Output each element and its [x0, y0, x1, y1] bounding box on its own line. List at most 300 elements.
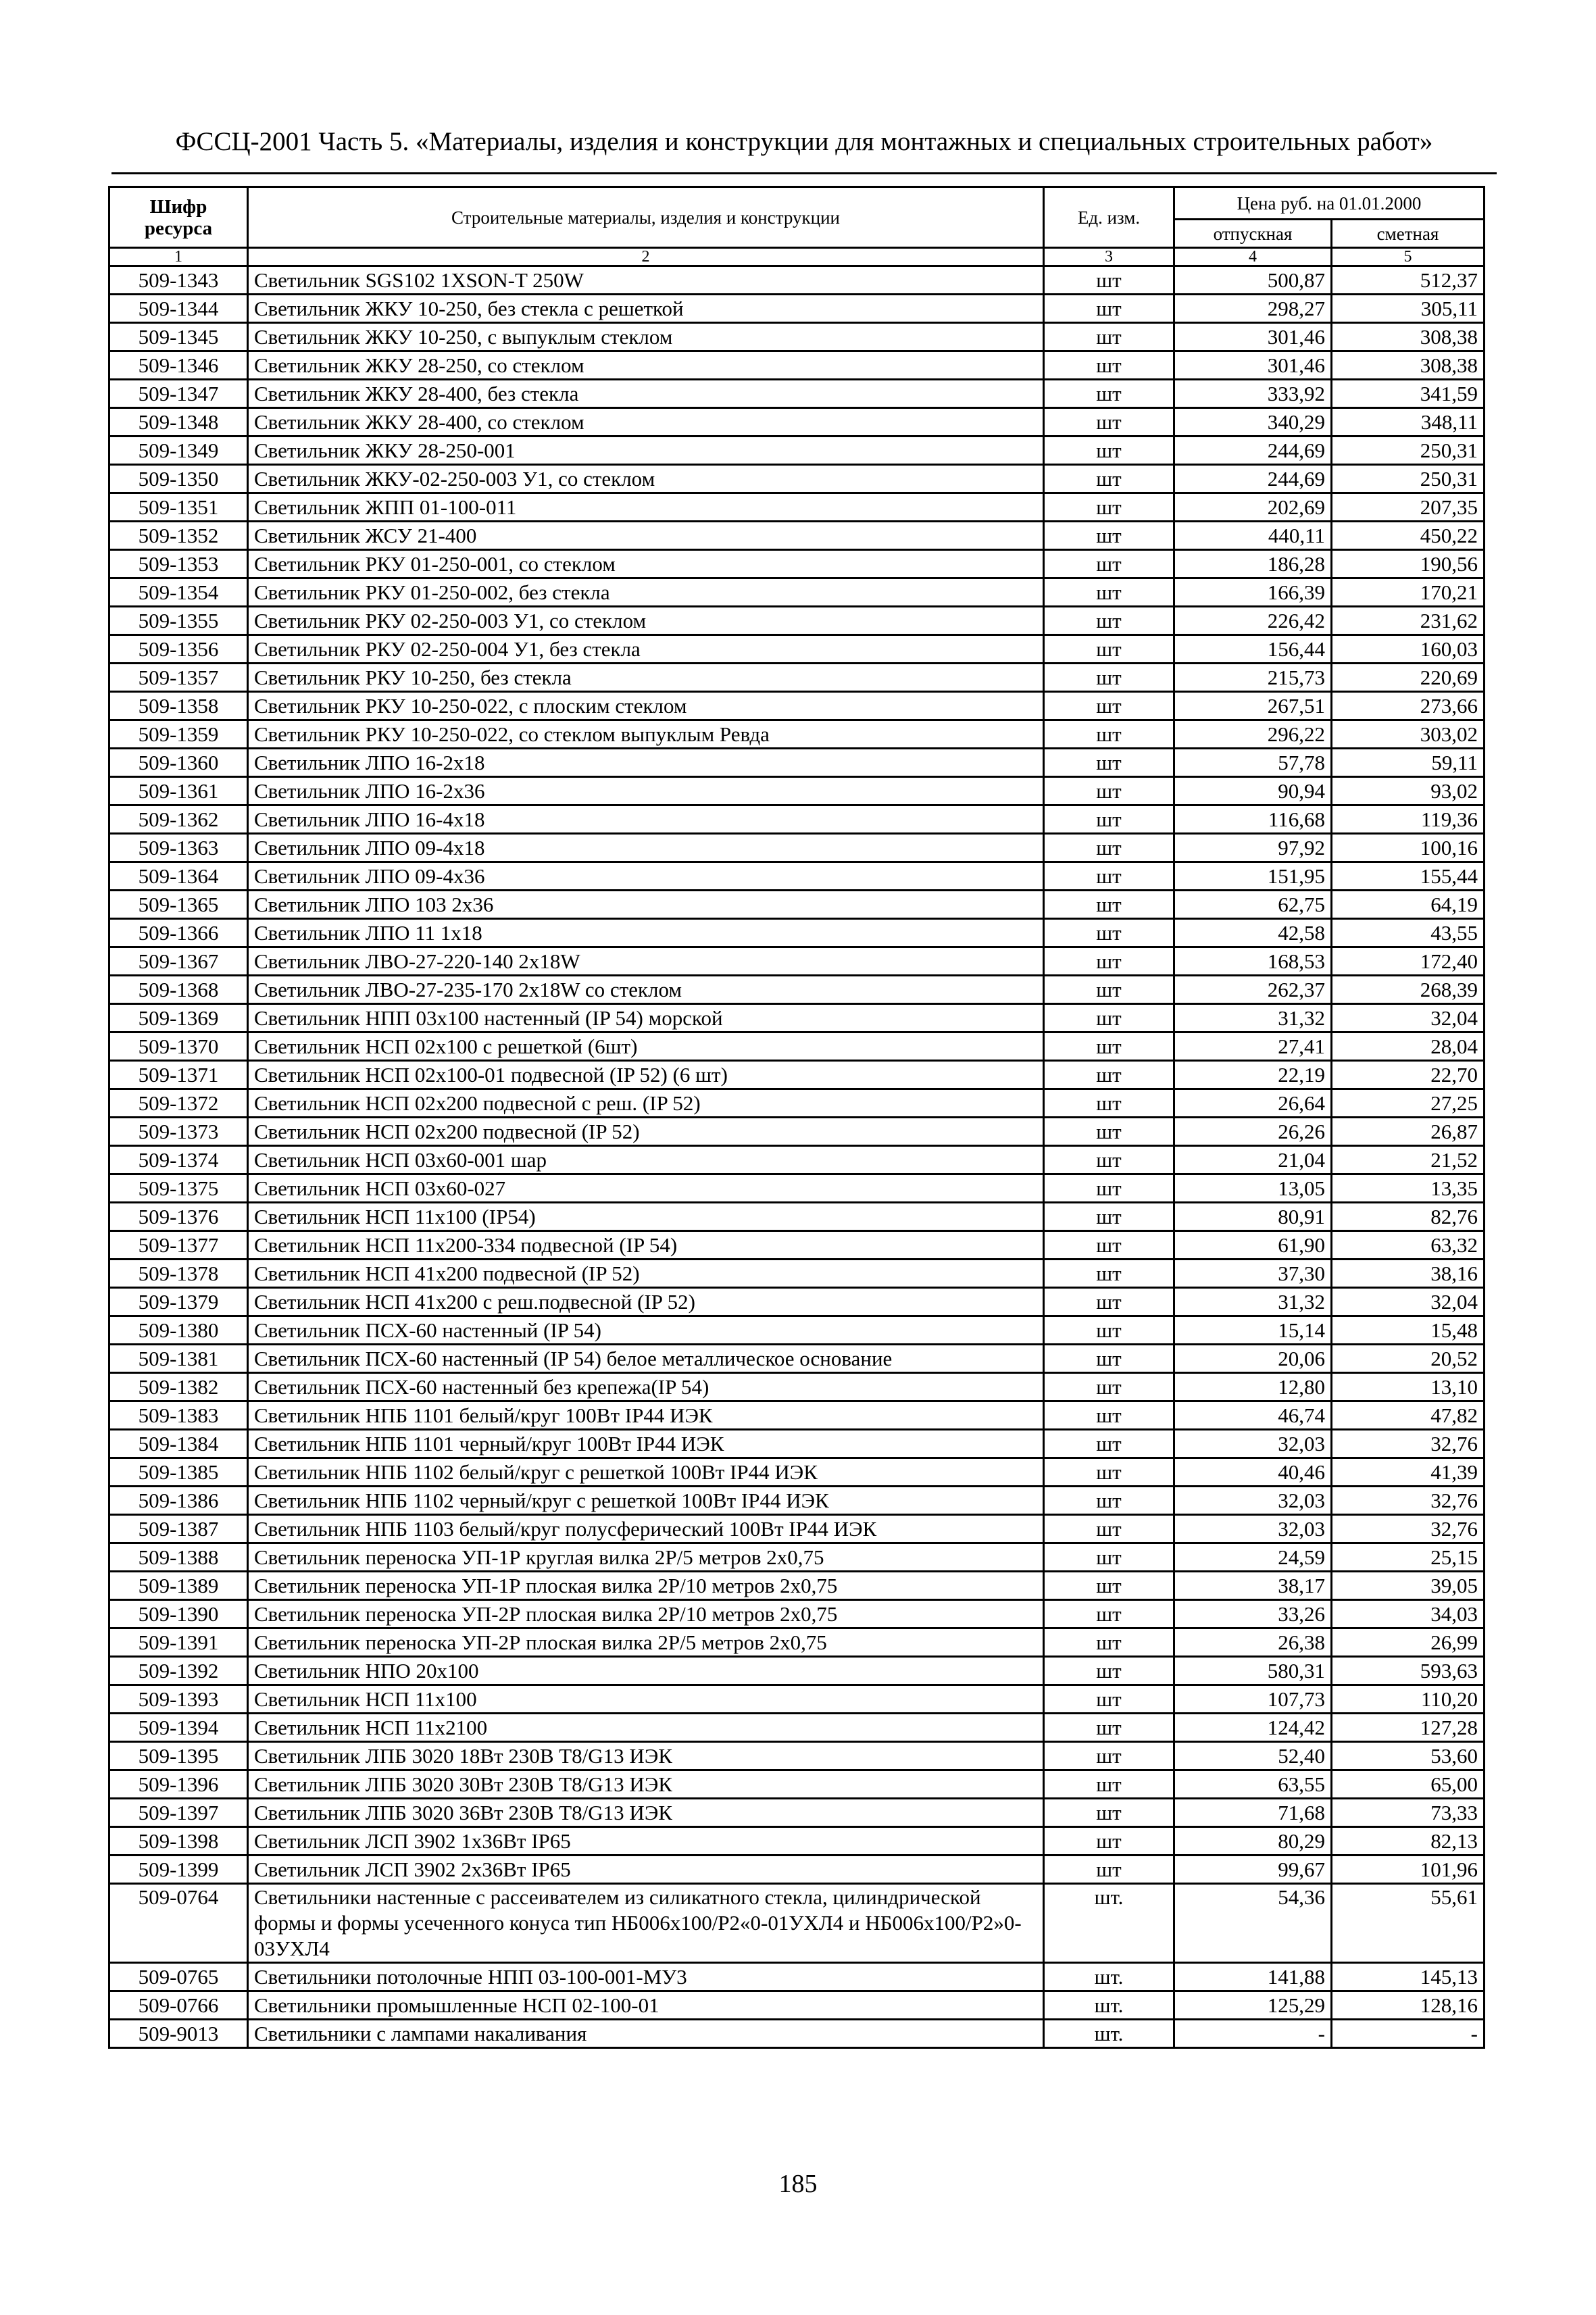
- release-price-cell: 267,51: [1174, 692, 1332, 720]
- estimate-price-cell: 63,32: [1332, 1231, 1485, 1260]
- release-price-cell: 54,36: [1174, 1884, 1332, 1963]
- column-number: 5: [1332, 248, 1485, 266]
- release-price-cell: 226,42: [1174, 607, 1332, 635]
- unit-cell: шт: [1044, 1770, 1174, 1799]
- table-row: [109, 1373, 1485, 1401]
- resource-code-cell: 509-1369: [109, 1004, 248, 1032]
- price-table: [108, 186, 1485, 2049]
- material-name-cell: Светильники промышленные НСП 02-100-01: [248, 1991, 1044, 2020]
- estimate-price-cell: 22,70: [1332, 1061, 1485, 1089]
- unit-cell: шт: [1044, 891, 1174, 919]
- release-price-cell: 32,03: [1174, 1487, 1332, 1515]
- unit-cell: шт: [1044, 607, 1174, 635]
- unit-cell: шт: [1044, 947, 1174, 976]
- table-row: [109, 295, 1485, 323]
- estimate-price-cell: 155,44: [1332, 862, 1485, 891]
- unit-cell: шт: [1044, 1316, 1174, 1345]
- table-row: [109, 919, 1485, 947]
- release-price-cell: 500,87: [1174, 266, 1332, 295]
- resource-code-cell: 509-1354: [109, 578, 248, 607]
- unit-cell: шт: [1044, 550, 1174, 578]
- unit-cell: шт: [1044, 522, 1174, 550]
- resource-code-cell: 509-1373: [109, 1118, 248, 1146]
- estimate-price-cell: 273,66: [1332, 692, 1485, 720]
- table-row: [109, 1458, 1485, 1487]
- table-row: [109, 493, 1485, 522]
- estimate-price-cell: 190,56: [1332, 550, 1485, 578]
- resource-code-cell: 509-1368: [109, 976, 248, 1004]
- estimate-price-cell: 220,69: [1332, 664, 1485, 692]
- unit-cell: шт: [1044, 408, 1174, 437]
- resource-code-cell: 509-1353: [109, 550, 248, 578]
- unit-cell: шт: [1044, 437, 1174, 465]
- release-price-cell: 296,22: [1174, 720, 1332, 749]
- unit-cell: шт.: [1044, 1963, 1174, 1991]
- unit-cell: шт: [1044, 834, 1174, 862]
- estimate-price-cell: 32,76: [1332, 1515, 1485, 1543]
- unit-cell: шт: [1044, 1799, 1174, 1827]
- estimate-price-cell: 32,04: [1332, 1288, 1485, 1316]
- resource-code-cell: 509-1343: [109, 266, 248, 295]
- material-name-cell: Светильник ЖКУ-02-250-003 У1, со стеклом: [248, 465, 1044, 493]
- estimate-price-cell: 172,40: [1332, 947, 1485, 976]
- resource-code-cell: 509-1395: [109, 1742, 248, 1770]
- release-price-cell: 21,04: [1174, 1146, 1332, 1174]
- estimate-price-cell: 28,04: [1332, 1032, 1485, 1061]
- resource-code-cell: 509-1367: [109, 947, 248, 976]
- table-row: [109, 1770, 1485, 1799]
- estimate-price-cell: 59,11: [1332, 749, 1485, 777]
- unit-cell: шт: [1044, 1089, 1174, 1118]
- estimate-price-cell: 308,38: [1332, 323, 1485, 351]
- unit-cell: шт: [1044, 1657, 1174, 1685]
- release-price-cell: 90,94: [1174, 777, 1332, 805]
- material-name-cell: Светильник НСП 41х200 с реш.подвесной (IP 52): [248, 1288, 1044, 1316]
- release-price-cell: 71,68: [1174, 1799, 1332, 1827]
- release-price-cell: 15,14: [1174, 1316, 1332, 1345]
- table-row: [109, 664, 1485, 692]
- table-row: [109, 635, 1485, 664]
- estimate-price-cell: 341,59: [1332, 380, 1485, 408]
- unit-cell: шт: [1044, 1288, 1174, 1316]
- resource-code-cell: 509-1356: [109, 635, 248, 664]
- resource-code-cell: 509-1379: [109, 1288, 248, 1316]
- release-price-cell: 99,67: [1174, 1856, 1332, 1884]
- release-price-cell: 262,37: [1174, 976, 1332, 1004]
- release-price-cell: 186,28: [1174, 550, 1332, 578]
- material-name-cell: Светильник SGS102 1XSON-T 250W: [248, 266, 1044, 295]
- page-title: ФССЦ-2001 Часть 5. «Материалы, изделия и конструкции для монтажных и специальных строительных работ»: [175, 127, 1433, 156]
- estimate-price-cell: 110,20: [1332, 1685, 1485, 1714]
- resource-code-cell: 509-0765: [109, 1963, 248, 1991]
- release-price-cell: 26,38: [1174, 1628, 1332, 1657]
- material-name-cell: Светильник ЛПО 09-4х36: [248, 862, 1044, 891]
- table-row: [109, 834, 1485, 862]
- resource-code-cell: 509-1360: [109, 749, 248, 777]
- table-row: [109, 1884, 1485, 1963]
- unit-cell: шт: [1044, 1260, 1174, 1288]
- estimate-price-cell: 25,15: [1332, 1543, 1485, 1572]
- release-price-cell: 57,78: [1174, 749, 1332, 777]
- release-price-cell: 151,95: [1174, 862, 1332, 891]
- estimate-price-cell: 73,33: [1332, 1799, 1485, 1827]
- table-row: [109, 1600, 1485, 1628]
- unit-cell: шт: [1044, 976, 1174, 1004]
- estimate-price-cell: 13,35: [1332, 1174, 1485, 1203]
- release-price-cell: 166,39: [1174, 578, 1332, 607]
- material-name-cell: Светильник НСП 03х60-027: [248, 1174, 1044, 1203]
- estimate-price-cell: 303,02: [1332, 720, 1485, 749]
- material-name-cell: Светильник ПСХ-60 настенный (IP 54): [248, 1316, 1044, 1345]
- resource-code-cell: 509-1355: [109, 607, 248, 635]
- material-name-cell: Светильник ЛПО 103 2х36: [248, 891, 1044, 919]
- release-price-cell: 168,53: [1174, 947, 1332, 976]
- table-row: [109, 947, 1485, 976]
- table-body: [109, 266, 1485, 2048]
- resource-code-cell: 509-1371: [109, 1061, 248, 1089]
- header-name: Строительные материалы, изделия и конструкции: [248, 187, 1044, 248]
- material-name-cell: Светильник НПБ 1101 белый/круг 100Вт IP44 ИЭК: [248, 1401, 1044, 1430]
- table-row: [109, 1657, 1485, 1685]
- material-name-cell: Светильник НСП 11х200-334 подвесной (IP 54): [248, 1231, 1044, 1260]
- release-price-cell: 97,92: [1174, 834, 1332, 862]
- unit-cell: шт: [1044, 1487, 1174, 1515]
- material-name-cell: Светильник НСП 02х200 подвесной с реш. (IP 52): [248, 1089, 1044, 1118]
- unit-cell: шт: [1044, 465, 1174, 493]
- resource-code-cell: 509-1363: [109, 834, 248, 862]
- table-row: [109, 805, 1485, 834]
- table-row: [109, 976, 1485, 1004]
- resource-code-cell: 509-1349: [109, 437, 248, 465]
- release-price-cell: 301,46: [1174, 323, 1332, 351]
- resource-code-cell: 509-1374: [109, 1146, 248, 1174]
- release-price-cell: 141,88: [1174, 1963, 1332, 1991]
- material-name-cell: Светильник переноска УП-1Р круглая вилка 2Р/5 метров 2х0,75: [248, 1543, 1044, 1572]
- resource-code-cell: 509-1357: [109, 664, 248, 692]
- estimate-price-cell: 39,05: [1332, 1572, 1485, 1600]
- material-name-cell: Светильник НСП 03х60-001 шар: [248, 1146, 1044, 1174]
- table-row: [109, 380, 1485, 408]
- unit-cell: шт: [1044, 1430, 1174, 1458]
- resource-code-cell: 509-1386: [109, 1487, 248, 1515]
- resource-code-cell: 509-1351: [109, 493, 248, 522]
- table-row: [109, 1799, 1485, 1827]
- release-price-cell: 63,55: [1174, 1770, 1332, 1799]
- material-name-cell: Светильник переноска УП-2Р плоская вилка 2Р/5 метров 2х0,75: [248, 1628, 1044, 1657]
- release-price-cell: 38,17: [1174, 1572, 1332, 1600]
- material-name-cell: Светильники настенные с рассеивателем из силикатного стекла, цилиндрической формы и формы усеченного конуса тип НБ006х100/Р2«0-01УХЛ4 и НБ006х100/Р2»0-03УХЛ4: [248, 1884, 1044, 1963]
- unit-cell: шт: [1044, 1543, 1174, 1572]
- estimate-price-cell: 21,52: [1332, 1146, 1485, 1174]
- estimate-price-cell: 38,16: [1332, 1260, 1485, 1288]
- release-price-cell: 80,91: [1174, 1203, 1332, 1231]
- release-price-cell: 31,32: [1174, 1288, 1332, 1316]
- material-name-cell: Светильник ЛПО 16-2х36: [248, 777, 1044, 805]
- release-price-cell: 32,03: [1174, 1515, 1332, 1543]
- resource-code-cell: 509-1365: [109, 891, 248, 919]
- material-name-cell: Светильник РКУ 02-250-003 У1, со стеклом: [248, 607, 1044, 635]
- release-price-cell: 333,92: [1174, 380, 1332, 408]
- header-unit: Ед. изм.: [1044, 187, 1174, 248]
- material-name-cell: Светильник ЛПБ 3020 18Вт 230В T8/G13 ИЭК: [248, 1742, 1044, 1770]
- column-number: 1: [109, 248, 248, 266]
- material-name-cell: Светильник НСП 11х100: [248, 1685, 1044, 1714]
- unit-cell: шт: [1044, 266, 1174, 295]
- table-row: [109, 1991, 1485, 2020]
- table-row: [109, 1345, 1485, 1373]
- resource-code-cell: 509-1385: [109, 1458, 248, 1487]
- release-price-cell: 440,11: [1174, 522, 1332, 550]
- table-row: [109, 1203, 1485, 1231]
- column-number: 4: [1174, 248, 1332, 266]
- estimate-price-cell: 13,10: [1332, 1373, 1485, 1401]
- table-row: [109, 550, 1485, 578]
- material-name-cell: Светильник НПБ 1103 белый/круг полусферический 100Вт IP44 ИЭК: [248, 1515, 1044, 1543]
- resource-code-cell: 509-1358: [109, 692, 248, 720]
- material-name-cell: Светильник ЛПО 16-2х18: [248, 749, 1044, 777]
- table-row: [109, 323, 1485, 351]
- resource-code-cell: 509-1366: [109, 919, 248, 947]
- material-name-cell: Светильник переноска УП-2Р плоская вилка 2Р/10 метров 2х0,75: [248, 1600, 1044, 1628]
- unit-cell: шт: [1044, 805, 1174, 834]
- table-row: [109, 351, 1485, 380]
- estimate-price-cell: 65,00: [1332, 1770, 1485, 1799]
- unit-cell: шт: [1044, 919, 1174, 947]
- unit-cell: шт: [1044, 862, 1174, 891]
- estimate-price-cell: 32,76: [1332, 1430, 1485, 1458]
- material-name-cell: Светильник НСП 11х2100: [248, 1714, 1044, 1742]
- unit-cell: шт: [1044, 1827, 1174, 1856]
- release-price-cell: 340,29: [1174, 408, 1332, 437]
- table-row: [109, 777, 1485, 805]
- resource-code-cell: 509-1359: [109, 720, 248, 749]
- resource-code-cell: 509-1398: [109, 1827, 248, 1856]
- release-price-cell: -: [1174, 2020, 1332, 2048]
- table-row: [109, 1288, 1485, 1316]
- unit-cell: шт: [1044, 664, 1174, 692]
- resource-code-cell: 509-1380: [109, 1316, 248, 1345]
- material-name-cell: Светильник НПО 20х100: [248, 1657, 1044, 1685]
- estimate-price-cell: 34,03: [1332, 1600, 1485, 1628]
- material-name-cell: Светильники с лампами накаливания: [248, 2020, 1044, 2048]
- estimate-price-cell: 305,11: [1332, 295, 1485, 323]
- resource-code-cell: 509-1375: [109, 1174, 248, 1203]
- unit-cell: шт.: [1044, 2020, 1174, 2048]
- release-price-cell: 107,73: [1174, 1685, 1332, 1714]
- estimate-price-cell: 32,76: [1332, 1487, 1485, 1515]
- release-price-cell: 37,30: [1174, 1260, 1332, 1288]
- header-price-group: Цена руб. на 01.01.2000: [1174, 187, 1485, 220]
- table-row: [109, 1401, 1485, 1430]
- material-name-cell: Светильник ЖПП 01-100-011: [248, 493, 1044, 522]
- unit-cell: шт: [1044, 1373, 1174, 1401]
- resource-code-cell: 509-1387: [109, 1515, 248, 1543]
- estimate-price-cell: 250,31: [1332, 437, 1485, 465]
- unit-cell: шт.: [1044, 1884, 1174, 1963]
- material-name-cell: Светильник ЖКУ 10-250, с выпуклым стеклом: [248, 323, 1044, 351]
- release-price-cell: 20,06: [1174, 1345, 1332, 1373]
- table-row: [109, 1089, 1485, 1118]
- release-price-cell: 22,19: [1174, 1061, 1332, 1089]
- release-price-cell: 33,26: [1174, 1600, 1332, 1628]
- material-name-cell: Светильник ЛПБ 3020 36Вт 230В T8/G13 ИЭК: [248, 1799, 1044, 1827]
- material-name-cell: Светильник ЖКУ 10-250, без стекла с решеткой: [248, 295, 1044, 323]
- release-price-cell: 202,69: [1174, 493, 1332, 522]
- material-name-cell: Светильник ЖКУ 28-400, без стекла: [248, 380, 1044, 408]
- resource-code-cell: 509-1381: [109, 1345, 248, 1373]
- estimate-price-cell: 593,63: [1332, 1657, 1485, 1685]
- unit-cell: шт: [1044, 1458, 1174, 1487]
- table-row: [109, 1827, 1485, 1856]
- material-name-cell: Светильник ЖКУ 28-250-001: [248, 437, 1044, 465]
- resource-code-cell: 509-1344: [109, 295, 248, 323]
- table-row: [109, 607, 1485, 635]
- header-code: Шифр ресурса: [109, 187, 248, 248]
- estimate-price-cell: 207,35: [1332, 493, 1485, 522]
- resource-code-cell: 509-1376: [109, 1203, 248, 1231]
- table-row: [109, 1032, 1485, 1061]
- resource-code-cell: 509-1382: [109, 1373, 248, 1401]
- estimate-price-cell: 100,16: [1332, 834, 1485, 862]
- estimate-price-cell: 20,52: [1332, 1345, 1485, 1373]
- table-row: [109, 1487, 1485, 1515]
- estimate-price-cell: 170,21: [1332, 578, 1485, 607]
- unit-cell: шт: [1044, 1231, 1174, 1260]
- release-price-cell: 27,41: [1174, 1032, 1332, 1061]
- table-row: [109, 749, 1485, 777]
- material-name-cell: Светильники потолочные НПП 03-100-001-МУ3: [248, 1963, 1044, 1991]
- material-name-cell: Светильник РКУ 01-250-001, со стеклом: [248, 550, 1044, 578]
- release-price-cell: 580,31: [1174, 1657, 1332, 1685]
- unit-cell: шт: [1044, 777, 1174, 805]
- table-row: [109, 1118, 1485, 1146]
- table-row: [109, 1146, 1485, 1174]
- unit-cell: шт: [1044, 1742, 1174, 1770]
- release-price-cell: 244,69: [1174, 465, 1332, 493]
- header-price-release: отпускная: [1174, 220, 1332, 248]
- table-row: [109, 1856, 1485, 1884]
- table-row: [109, 266, 1485, 295]
- material-name-cell: Светильник ЛСП 3902 1х36Вт IP65: [248, 1827, 1044, 1856]
- release-price-cell: 215,73: [1174, 664, 1332, 692]
- table-row: [109, 1061, 1485, 1089]
- table-row: [109, 1685, 1485, 1714]
- release-price-cell: 244,69: [1174, 437, 1332, 465]
- unit-cell: шт: [1044, 1401, 1174, 1430]
- table-row: [109, 2020, 1485, 2048]
- estimate-price-cell: 348,11: [1332, 408, 1485, 437]
- unit-cell: шт: [1044, 1714, 1174, 1742]
- release-price-cell: 31,32: [1174, 1004, 1332, 1032]
- release-price-cell: 12,80: [1174, 1373, 1332, 1401]
- estimate-price-cell: 101,96: [1332, 1856, 1485, 1884]
- unit-cell: шт: [1044, 1004, 1174, 1032]
- table-row: [109, 1430, 1485, 1458]
- unit-cell: шт: [1044, 1118, 1174, 1146]
- table-row: [109, 1260, 1485, 1288]
- unit-cell: шт: [1044, 1600, 1174, 1628]
- estimate-price-cell: 145,13: [1332, 1963, 1485, 1991]
- table-row: [109, 408, 1485, 437]
- release-price-cell: 42,58: [1174, 919, 1332, 947]
- unit-cell: шт: [1044, 720, 1174, 749]
- resource-code-cell: 509-1347: [109, 380, 248, 408]
- estimate-price-cell: 512,37: [1332, 266, 1485, 295]
- resource-code-cell: 509-1348: [109, 408, 248, 437]
- material-name-cell: Светильник ЛСП 3902 2х36Вт IP65: [248, 1856, 1044, 1884]
- material-name-cell: Светильник ПСХ-60 настенный (IP 54) белое металлическое основание: [248, 1345, 1044, 1373]
- unit-cell: шт: [1044, 351, 1174, 380]
- unit-cell: шт: [1044, 635, 1174, 664]
- table-row: [109, 1628, 1485, 1657]
- table-row: [109, 578, 1485, 607]
- release-price-cell: 26,64: [1174, 1089, 1332, 1118]
- material-name-cell: Светильник РКУ 10-250-022, с плоским стеклом: [248, 692, 1044, 720]
- unit-cell: шт: [1044, 1203, 1174, 1231]
- material-name-cell: Светильник ЛПО 16-4х18: [248, 805, 1044, 834]
- resource-code-cell: 509-0766: [109, 1991, 248, 2020]
- table-row: [109, 1004, 1485, 1032]
- release-price-cell: 156,44: [1174, 635, 1332, 664]
- material-name-cell: Светильник ЛВО-27-235-170 2х18W со стеклом: [248, 976, 1044, 1004]
- resource-code-cell: 509-1397: [109, 1799, 248, 1827]
- estimate-price-cell: 64,19: [1332, 891, 1485, 919]
- material-name-cell: Светильник НПП 03х100 настенный (IP 54) морской: [248, 1004, 1044, 1032]
- resource-code-cell: 509-1389: [109, 1572, 248, 1600]
- header-price-estimate: сметная: [1332, 220, 1485, 248]
- material-name-cell: Светильник ЖСУ 21-400: [248, 522, 1044, 550]
- release-price-cell: 24,59: [1174, 1543, 1332, 1572]
- table-row: [109, 1174, 1485, 1203]
- estimate-price-cell: 43,55: [1332, 919, 1485, 947]
- estimate-price-cell: 450,22: [1332, 522, 1485, 550]
- estimate-price-cell: 128,16: [1332, 1991, 1485, 2020]
- release-price-cell: 116,68: [1174, 805, 1332, 834]
- estimate-price-cell: 160,03: [1332, 635, 1485, 664]
- unit-cell: шт: [1044, 323, 1174, 351]
- estimate-price-cell: 53,60: [1332, 1742, 1485, 1770]
- release-price-cell: 301,46: [1174, 351, 1332, 380]
- estimate-price-cell: 93,02: [1332, 777, 1485, 805]
- resource-code-cell: 509-1345: [109, 323, 248, 351]
- resource-code-cell: 509-1383: [109, 1401, 248, 1430]
- material-name-cell: Светильник ПСХ-60 настенный без крепежа(IP 54): [248, 1373, 1044, 1401]
- estimate-price-cell: 15,48: [1332, 1316, 1485, 1345]
- material-name-cell: Светильник переноска УП-1Р плоская вилка 2Р/10 метров 2х0,75: [248, 1572, 1044, 1600]
- material-name-cell: Светильник РКУ 10-250-022, со стеклом выпуклым Ревда: [248, 720, 1044, 749]
- release-price-cell: 13,05: [1174, 1174, 1332, 1203]
- unit-cell: шт: [1044, 1628, 1174, 1657]
- material-name-cell: Светильник ЛПБ 3020 30Вт 230В T8/G13 ИЭК: [248, 1770, 1044, 1799]
- resource-code-cell: 509-1388: [109, 1543, 248, 1572]
- table-row: [109, 437, 1485, 465]
- resource-code-cell: 509-1399: [109, 1856, 248, 1884]
- resource-code-cell: 509-1390: [109, 1600, 248, 1628]
- material-name-cell: Светильник НСП 02х200 подвесной (IP 52): [248, 1118, 1044, 1146]
- estimate-price-cell: 32,04: [1332, 1004, 1485, 1032]
- release-price-cell: 32,03: [1174, 1430, 1332, 1458]
- estimate-price-cell: 55,61: [1332, 1884, 1485, 1963]
- estimate-price-cell: -: [1332, 2020, 1485, 2048]
- table-row: [109, 465, 1485, 493]
- unit-cell: шт: [1044, 380, 1174, 408]
- resource-code-cell: 509-1378: [109, 1260, 248, 1288]
- release-price-cell: 298,27: [1174, 295, 1332, 323]
- release-price-cell: 52,40: [1174, 1742, 1332, 1770]
- table-row: [109, 1515, 1485, 1543]
- estimate-price-cell: 268,39: [1332, 976, 1485, 1004]
- table-row: [109, 1572, 1485, 1600]
